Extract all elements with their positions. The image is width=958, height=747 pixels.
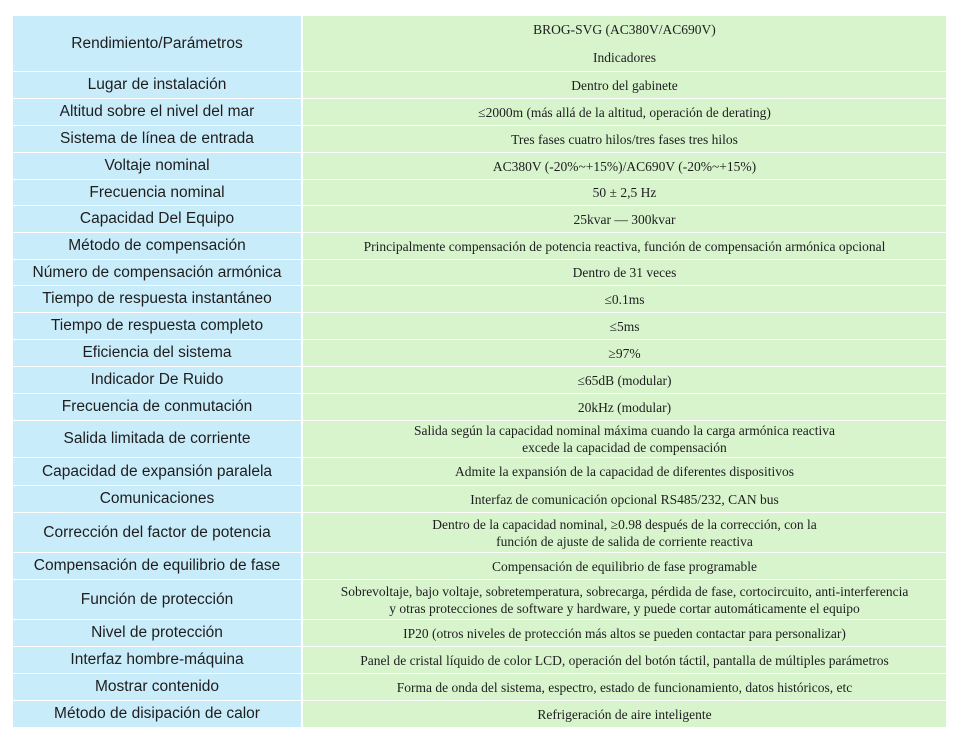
value-cell: ≤5ms xyxy=(302,313,946,340)
table-row xyxy=(13,486,946,513)
header-model: BROG-SVG (AC380V/AC690V) xyxy=(533,22,716,38)
param-cell: Función de protección xyxy=(13,580,302,620)
table-row xyxy=(13,513,946,553)
table-row xyxy=(13,580,946,620)
value-cell: Panel de cristal líquido de color LCD, operación del botón táctil, pantalla de múltiples parámetros xyxy=(302,647,946,674)
value-cell: ≤2000m (más allá de la altitud, operación de derating) xyxy=(302,99,946,126)
table-row xyxy=(13,647,946,674)
param-cell: Frecuencia nominal xyxy=(13,180,302,206)
table-row xyxy=(13,233,946,260)
value-cell: Dentro de 31 veces xyxy=(302,260,946,286)
param-cell: Método de disipación de calor xyxy=(13,701,302,728)
value-cell: Compensación de equilibrio de fase programable xyxy=(302,553,946,580)
table-row xyxy=(13,260,946,286)
param-cell: Voltaje nominal xyxy=(13,153,302,180)
param-cell: Corrección del factor de potencia xyxy=(13,513,302,553)
param-cell: Altitud sobre el nivel del mar xyxy=(13,99,302,126)
value-cell: Salida según la capacidad nominal máxima cuando la carga armónica reactiva excede la capacidad de compensación xyxy=(302,421,946,458)
table-row xyxy=(13,286,946,313)
header-param-cell: Rendimiento/Parámetros xyxy=(13,16,302,72)
param-cell: Indicador De Ruido xyxy=(13,367,302,394)
spec-table-body xyxy=(13,16,946,728)
value-cell: Forma de onda del sistema, espectro, estado de funcionamiento, datos históricos, etc xyxy=(302,674,946,701)
table-row xyxy=(13,620,946,647)
value-cell: Principalmente compensación de potencia reactiva, función de compensación armónica opcional xyxy=(302,233,946,260)
param-cell: Sistema de línea de entrada xyxy=(13,126,302,153)
value-cell: Dentro de la capacidad nominal, ≥0.98 después de la corrección, con la función de ajuste de salida de corriente reactiva xyxy=(302,513,946,553)
table-row xyxy=(13,458,946,486)
value-cell: 20kHz (modular) xyxy=(302,394,946,421)
value-cell: ≤0.1ms xyxy=(302,286,946,313)
param-cell: Capacidad Del Equipo xyxy=(13,206,302,233)
table-row xyxy=(13,701,946,728)
table-row xyxy=(13,394,946,421)
table-row xyxy=(13,367,946,394)
table-row xyxy=(13,421,946,458)
value-cell: AC380V (-20%~+15%)/AC690V (-20%~+15%) xyxy=(302,153,946,180)
param-cell: Frecuencia de conmutación xyxy=(13,394,302,421)
param-cell: Comunicaciones xyxy=(13,486,302,513)
param-cell: Mostrar contenido xyxy=(13,674,302,701)
value-cell: Refrigeración de aire inteligente xyxy=(302,701,946,728)
header-subheader: Indicadores xyxy=(593,49,656,65)
table-row xyxy=(13,153,946,180)
table-row xyxy=(13,72,946,99)
value-cell: Admite la expansión de la capacidad de diferentes dispositivos xyxy=(302,458,946,486)
spec-table xyxy=(13,16,946,728)
param-cell: Eficiencia del sistema xyxy=(13,340,302,367)
param-cell: Tiempo de respuesta completo xyxy=(13,313,302,340)
value-cell: IP20 (otros niveles de protección más altos se pueden contactar para personalizar) xyxy=(302,620,946,647)
table-row xyxy=(13,180,946,206)
value-cell: Dentro del gabinete xyxy=(302,72,946,99)
table-row xyxy=(13,313,946,340)
param-cell: Interfaz hombre-máquina xyxy=(13,647,302,674)
param-cell: Capacidad de expansión paralela xyxy=(13,458,302,486)
param-cell: Nivel de protección xyxy=(13,620,302,647)
value-cell: Tres fases cuatro hilos/tres fases tres hilos xyxy=(302,126,946,153)
value-cell: 50 ± 2,5 Hz xyxy=(302,180,946,206)
table-row xyxy=(13,99,946,126)
header-value-cell xyxy=(302,16,946,72)
table-row xyxy=(13,126,946,153)
param-cell: Tiempo de respuesta instantáneo xyxy=(13,286,302,313)
param-cell: Lugar de instalación xyxy=(13,72,302,99)
table-header-row xyxy=(13,16,946,72)
value-cell: Sobrevoltaje, bajo voltaje, sobretemperatura, sobrecarga, pérdida de fase, cortocircuito, anti-interferencia y otras protecciones de software y hardware, y puede cortar automáticamente el equipo xyxy=(302,580,946,620)
param-cell: Método de compensación xyxy=(13,233,302,260)
value-cell: ≤65dB (modular) xyxy=(302,367,946,394)
table-row xyxy=(13,553,946,580)
table-row xyxy=(13,206,946,233)
param-cell: Compensación de equilibrio de fase xyxy=(13,553,302,580)
value-cell: ≥97% xyxy=(302,340,946,367)
table-row xyxy=(13,340,946,367)
param-cell: Salida limitada de corriente xyxy=(13,421,302,458)
value-cell: 25kvar — 300kvar xyxy=(302,206,946,233)
param-cell: Número de compensación armónica xyxy=(13,260,302,286)
table-row xyxy=(13,674,946,701)
value-cell: Interfaz de comunicación opcional RS485/232, CAN bus xyxy=(302,486,946,513)
